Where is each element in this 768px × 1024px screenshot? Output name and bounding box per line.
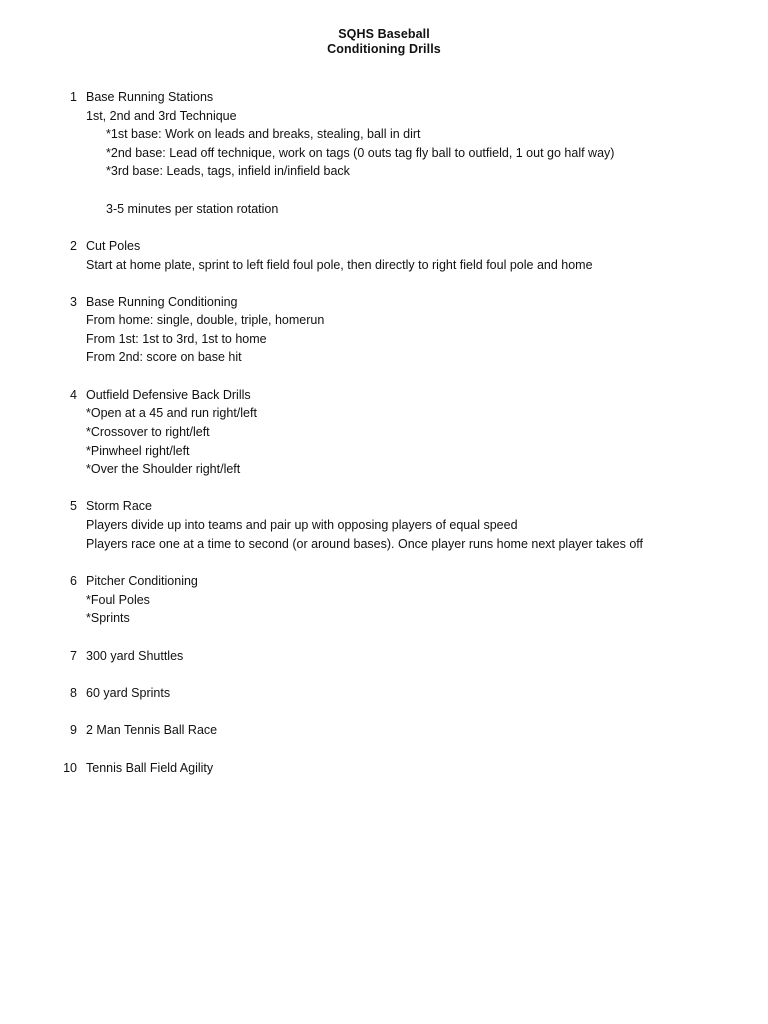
drill-detail: *3rd base: Leads, tags, infield in/infield back <box>106 164 350 178</box>
drill-detail: *1st base: Work on leads and breaks, stealing, ball in dirt <box>106 127 421 141</box>
drill-number: 3 <box>70 295 77 309</box>
drill-detail: *2nd base: Lead off technique, work on tags (0 outs tag fly ball to outfield, 1 out go half way) <box>106 146 615 160</box>
drill-detail: 1st, 2nd and 3rd Technique <box>86 109 237 123</box>
drill-detail: *Open at a 45 and run right/left <box>86 406 257 420</box>
drill-heading: 2 Man Tennis Ball Race <box>86 723 218 737</box>
drill-number: 5 <box>70 499 77 513</box>
drill-detail: *Sprints <box>86 611 130 625</box>
drill-detail: From 2nd: score on base hit <box>86 350 242 364</box>
drill-heading: 300 yard Shuttles <box>86 649 184 663</box>
drill-heading: Tennis Ball Field Agility <box>86 761 214 775</box>
drill-heading: Cut Poles <box>86 239 141 253</box>
drill-number: 1 <box>70 90 77 104</box>
drill-detail: *Over the Shoulder right/left <box>86 462 241 476</box>
drill-detail: Players divide up into teams and pair up with opposing players of equal speed <box>86 518 518 532</box>
drill-detail: *Pinwheel right/left <box>86 444 190 458</box>
drill-detail: Players race one at a time to second (or around bases). Once player runs home next player takes off <box>86 537 644 551</box>
drill-detail: *Crossover to right/left <box>86 425 210 439</box>
drill-detail: *Foul Poles <box>86 593 150 607</box>
drill-number: 2 <box>70 239 77 253</box>
drill-number: 8 <box>70 686 77 700</box>
drill-detail: Start at home plate, sprint to left field foul pole, then directly to right field foul pole and home <box>86 258 593 272</box>
drill-detail: From home: single, double, triple, homerun <box>86 313 325 327</box>
drill-number: 6 <box>70 574 77 588</box>
drill-heading: Outfield Defensive Back Drills <box>86 388 251 402</box>
drill-heading: Base Running Conditioning <box>86 295 238 309</box>
drill-detail: From 1st: 1st to 3rd, 1st to home <box>86 332 267 346</box>
drill-heading: Pitcher Conditioning <box>86 574 198 588</box>
document-title: SQHS Baseball <box>338 27 430 41</box>
drill-heading: Base Running Stations <box>86 90 214 104</box>
drill-number: 4 <box>70 388 77 402</box>
drill-number: 7 <box>70 649 77 663</box>
drill-number: 10 <box>63 761 77 775</box>
document-subtitle: Conditioning Drills <box>327 42 441 56</box>
drill-detail: 3-5 minutes per station rotation <box>106 202 279 216</box>
drill-number: 9 <box>70 723 77 737</box>
drill-heading: Storm Race <box>86 499 152 513</box>
drill-heading: 60 yard Sprints <box>86 686 171 700</box>
